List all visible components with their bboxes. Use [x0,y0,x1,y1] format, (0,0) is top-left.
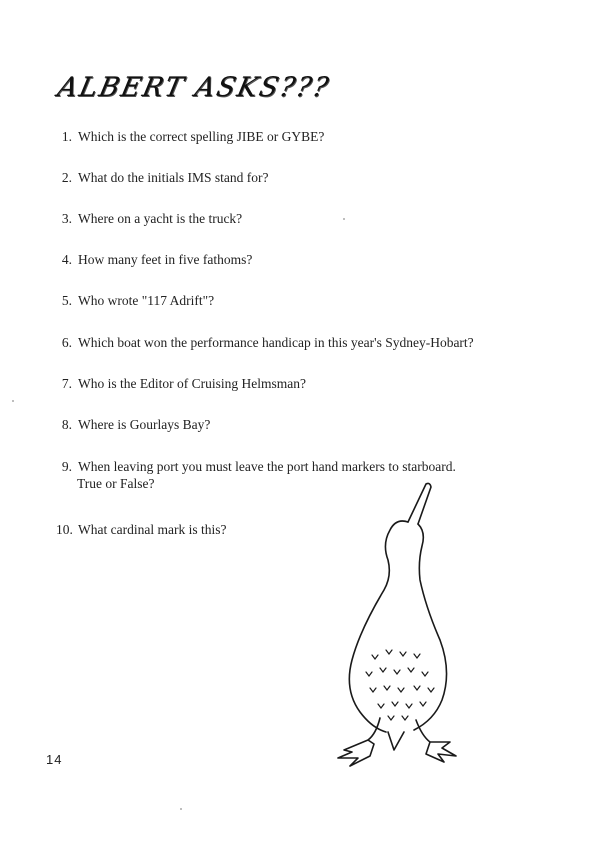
question-text: What do the initials IMS stand for? [78,170,269,185]
question-number: 9. [61,459,72,474]
question-1 [56,128,324,145]
page-number: 14 [46,752,63,767]
question-number: 7. [61,376,72,391]
question-text: Where is Gourlays Bay? [78,417,211,432]
question-10 [56,521,226,538]
question-text: Who is the Editor of Cruising Helmsman? [78,376,306,391]
question-2 [56,169,268,186]
question-number: 10. [56,522,73,537]
question-text: What cardinal mark is this? [78,522,227,537]
question-number: 2. [61,170,72,185]
question-text: Which boat won the performance handicap in this year's Sydney-Hobart? [78,335,474,350]
question-number: 3. [61,211,72,226]
question-text: Which is the correct spelling JIBE or GYBE? [78,129,325,144]
question-6 [56,334,474,351]
question-number: 1. [61,129,72,144]
question-4 [56,251,252,268]
question-number: 8. [61,417,72,432]
question-3 [56,210,242,227]
question-number: 4. [61,252,72,267]
question-5 [56,292,214,309]
question-text: Who wrote "117 Adrift"? [78,293,215,308]
question-text: When leaving port you must leave the port hand markers to starboard. [78,459,456,474]
question-7 [56,375,306,392]
question-text: Where on a yacht is the truck? [78,211,243,226]
question-8 [56,416,210,433]
scan-speck [180,808,182,810]
question-number: 5. [61,293,72,308]
duck-icon [330,480,460,770]
scan-speck [343,218,345,220]
scan-speck [12,400,14,402]
question-number: 6. [61,335,72,350]
question-text: How many feet in five fathoms? [78,252,253,267]
page-title: ALBERT ASKS??? [54,72,333,103]
question-text-continued: True or False? [77,476,155,491]
